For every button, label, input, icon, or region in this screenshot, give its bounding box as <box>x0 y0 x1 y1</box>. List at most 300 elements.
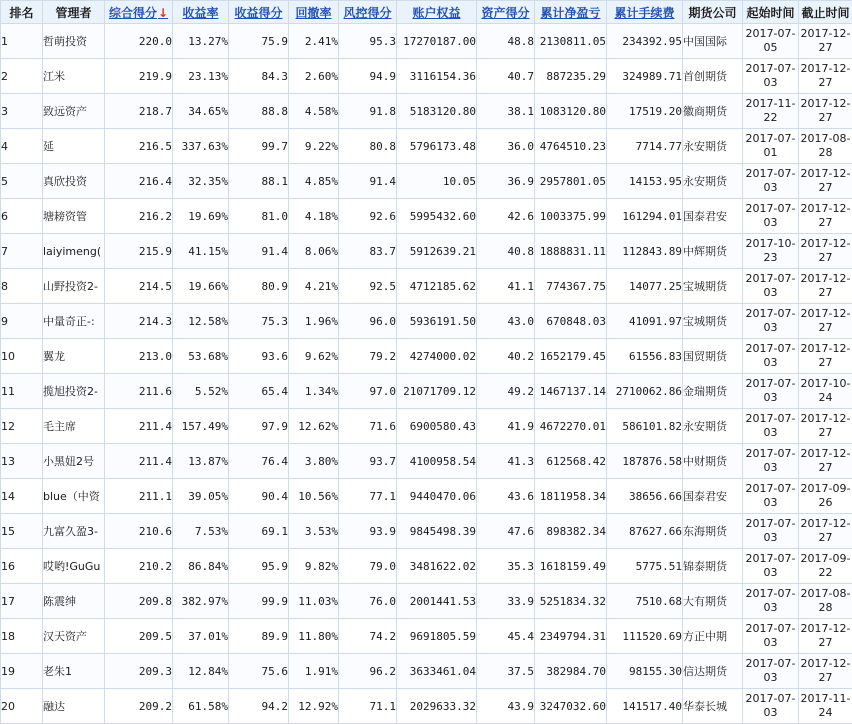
account-equity: 3633461.04 <box>397 654 477 689</box>
account-equity: 4100958.54 <box>397 444 477 479</box>
sort-desc-icon: ↓ <box>157 5 169 20</box>
header-return-score[interactable]: 收益得分 <box>229 1 289 24</box>
header-rank: 排名 <box>1 1 43 24</box>
risk-score: 71.6 <box>339 409 397 444</box>
end-date-day: 27 <box>818 181 833 194</box>
start-date-day: 03 <box>763 286 778 299</box>
table-row <box>1 59 852 94</box>
manager-name[interactable]: blue（中资 <box>43 479 105 514</box>
manager-name[interactable]: 真欣投资 <box>43 164 105 199</box>
rank-cell: 19 <box>1 654 43 689</box>
rank-cell: 9 <box>1 304 43 339</box>
drawdown-rate: 3.80% <box>289 444 339 479</box>
start-date-day: 03 <box>763 391 778 404</box>
net-pnl: 887235.29 <box>535 59 607 94</box>
asset-score: 40.7 <box>477 59 535 94</box>
risk-score: 93.7 <box>339 444 397 479</box>
fees: 41091.97 <box>607 304 683 339</box>
table-row <box>1 164 852 199</box>
risk-score: 71.1 <box>339 689 397 724</box>
rank-cell: 7 <box>1 234 43 269</box>
manager-name[interactable]: 塘耪资管 <box>43 199 105 234</box>
table-row <box>1 514 852 549</box>
end-date-year-month: 2017-12- <box>800 622 851 635</box>
start-date-day: 05 <box>763 41 778 54</box>
net-pnl: 898382.34 <box>535 514 607 549</box>
start-date-year-month: 2017-07- <box>745 517 796 530</box>
drawdown-rate: 4.85% <box>289 164 339 199</box>
start-date-year-month: 2017-07- <box>745 62 796 75</box>
manager-name[interactable]: 哲萌投资 <box>43 24 105 59</box>
end-date <box>799 199 852 234</box>
asset-score: 47.6 <box>477 514 535 549</box>
start-date <box>743 234 799 269</box>
header-equity[interactable]: 账户权益 <box>397 1 477 24</box>
start-date-day: 03 <box>763 706 778 719</box>
rank-cell: 1 <box>1 24 43 59</box>
end-date-day: 22 <box>818 566 833 579</box>
futures-company: 中财期货 <box>683 444 743 479</box>
end-date-year-month: 2017-12- <box>800 307 851 320</box>
return-rate: 5.52% <box>173 374 229 409</box>
end-date-year-month: 2017-12- <box>800 657 851 670</box>
end-date-day: 27 <box>818 426 833 439</box>
header-return-rate[interactable]: 收益率 <box>173 1 229 24</box>
return-rate: 37.01% <box>173 619 229 654</box>
account-equity: 5796173.48 <box>397 129 477 164</box>
start-date-day: 03 <box>763 636 778 649</box>
account-equity: 3116154.36 <box>397 59 477 94</box>
futures-company: 金瑞期货 <box>683 374 743 409</box>
end-date-day: 27 <box>818 531 833 544</box>
net-pnl: 4672270.01 <box>535 409 607 444</box>
net-pnl: 774367.75 <box>535 269 607 304</box>
account-equity: 9691805.59 <box>397 619 477 654</box>
header-row <box>1 1 852 24</box>
asset-score: 41.1 <box>477 269 535 304</box>
start-date-year-month: 2017-07- <box>745 482 796 495</box>
header-manager: 管理者 <box>43 1 105 24</box>
start-date-year-month: 2017-07- <box>745 202 796 215</box>
account-equity: 4712185.62 <box>397 269 477 304</box>
start-date <box>743 164 799 199</box>
return-rate: 19.66% <box>173 269 229 304</box>
end-date-year-month: 2017-12- <box>800 517 851 530</box>
return-rate: 53.68% <box>173 339 229 374</box>
return-score: 93.6 <box>229 339 289 374</box>
return-rate: 61.58% <box>173 689 229 724</box>
table-row <box>1 339 852 374</box>
header-asset-score[interactable]: 资产得分 <box>477 1 535 24</box>
fees: 5775.51 <box>607 549 683 584</box>
start-date <box>743 24 799 59</box>
net-pnl: 612568.42 <box>535 444 607 479</box>
return-score: 88.1 <box>229 164 289 199</box>
start-date-year-month: 2017-07- <box>745 552 796 565</box>
futures-company: 方正中期 <box>683 619 743 654</box>
end-date-day: 27 <box>818 356 833 369</box>
start-date <box>743 444 799 479</box>
header-company: 期货公司 <box>683 1 743 24</box>
account-equity: 21071709.12 <box>397 374 477 409</box>
risk-score: 92.6 <box>339 199 397 234</box>
rank-cell: 10 <box>1 339 43 374</box>
fees: 141517.40 <box>607 689 683 724</box>
return-rate: 34.65% <box>173 94 229 129</box>
return-rate: 19.69% <box>173 199 229 234</box>
end-date-year-month: 2017-10- <box>800 377 851 390</box>
header-net-pnl[interactable]: 累计净盈亏 <box>535 1 607 24</box>
start-date-year-month: 2017-07- <box>745 307 796 320</box>
rank-cell: 17 <box>1 584 43 619</box>
return-rate: 13.27% <box>173 24 229 59</box>
end-date-year-month: 2017-12- <box>800 167 851 180</box>
futures-company: 大有期货 <box>683 584 743 619</box>
fees: 17519.20 <box>607 94 683 129</box>
drawdown-rate: 1.91% <box>289 654 339 689</box>
total-score: 216.4 <box>105 164 173 199</box>
net-pnl: 1003375.99 <box>535 199 607 234</box>
return-score: 75.3 <box>229 304 289 339</box>
return-rate: 157.49% <box>173 409 229 444</box>
end-date <box>799 339 852 374</box>
return-rate: 41.15% <box>173 234 229 269</box>
end-date <box>799 619 852 654</box>
risk-score: 92.5 <box>339 269 397 304</box>
start-date-day: 01 <box>763 146 778 159</box>
return-score: 94.2 <box>229 689 289 724</box>
start-date-day: 03 <box>763 566 778 579</box>
risk-score: 93.9 <box>339 514 397 549</box>
drawdown-rate: 11.80% <box>289 619 339 654</box>
account-equity: 3481622.02 <box>397 549 477 584</box>
manager-name[interactable]: 九富久盈3- <box>43 514 105 549</box>
futures-company: 国贸期货 <box>683 339 743 374</box>
total-score: 210.6 <box>105 514 173 549</box>
net-pnl: 3247032.60 <box>535 689 607 724</box>
start-date-year-month: 2017-07- <box>745 27 796 40</box>
net-pnl: 5251834.32 <box>535 584 607 619</box>
table-row <box>1 234 852 269</box>
asset-score: 41.9 <box>477 409 535 444</box>
end-date-year-month: 2017-12- <box>800 272 851 285</box>
return-rate: 337.63% <box>173 129 229 164</box>
return-score: 90.4 <box>229 479 289 514</box>
risk-score: 76.0 <box>339 584 397 619</box>
futures-company: 华泰长城 <box>683 689 743 724</box>
manager-name[interactable]: 小黑妞2号 <box>43 444 105 479</box>
drawdown-rate: 9.22% <box>289 129 339 164</box>
drawdown-rate: 11.03% <box>289 584 339 619</box>
account-equity: 2029633.32 <box>397 689 477 724</box>
fees: 112843.89 <box>607 234 683 269</box>
return-score: 99.9 <box>229 584 289 619</box>
net-pnl: 1467137.14 <box>535 374 607 409</box>
end-date <box>799 234 852 269</box>
start-date <box>743 304 799 339</box>
net-pnl: 1652179.45 <box>535 339 607 374</box>
total-score: 214.5 <box>105 269 173 304</box>
end-date-day: 27 <box>818 636 833 649</box>
start-date-year-month: 2017-07- <box>745 447 796 460</box>
manager-name[interactable]: 汉天资产 <box>43 619 105 654</box>
asset-score: 43.9 <box>477 689 535 724</box>
end-date-year-month: 2017-12- <box>800 97 851 110</box>
end-date-day: 27 <box>818 76 833 89</box>
fees: 324989.71 <box>607 59 683 94</box>
total-score: 209.8 <box>105 584 173 619</box>
manager-name[interactable]: 山野投资2- <box>43 269 105 304</box>
net-pnl: 1083120.80 <box>535 94 607 129</box>
manager-name[interactable]: 翼龙 <box>43 339 105 374</box>
account-equity: 6900580.43 <box>397 409 477 444</box>
start-date-day: 03 <box>763 426 778 439</box>
start-date-day: 03 <box>763 321 778 334</box>
return-rate: 32.35% <box>173 164 229 199</box>
drawdown-rate: 1.34% <box>289 374 339 409</box>
net-pnl: 382984.70 <box>535 654 607 689</box>
fees: 38656.66 <box>607 479 683 514</box>
total-score: 213.0 <box>105 339 173 374</box>
start-date-year-month: 2017-07- <box>745 132 796 145</box>
table-row <box>1 94 852 129</box>
end-date-year-month: 2017-12- <box>800 342 851 355</box>
total-score: 219.9 <box>105 59 173 94</box>
return-rate: 86.84% <box>173 549 229 584</box>
manager-name[interactable]: laiyimeng( <box>43 234 105 269</box>
start-date-day: 23 <box>763 251 778 264</box>
table-row <box>1 479 852 514</box>
end-date-day: 26 <box>818 496 833 509</box>
start-date-year-month: 2017-07- <box>745 377 796 390</box>
end-date-day: 24 <box>818 391 833 404</box>
total-score: 211.4 <box>105 409 173 444</box>
manager-name[interactable]: 哎哟!GuGu <box>43 549 105 584</box>
start-date-year-month: 2017-07- <box>745 342 796 355</box>
return-score: 97.9 <box>229 409 289 444</box>
end-date <box>799 164 852 199</box>
fees: 7510.68 <box>607 584 683 619</box>
header-risk-score[interactable]: 风控得分 <box>339 1 397 24</box>
rank-cell: 11 <box>1 374 43 409</box>
rank-cell: 4 <box>1 129 43 164</box>
table-row <box>1 199 852 234</box>
manager-name[interactable]: 中量奇正-: <box>43 304 105 339</box>
fees: 111520.69 <box>607 619 683 654</box>
account-equity: 9440470.06 <box>397 479 477 514</box>
table-row <box>1 374 852 409</box>
asset-score: 43.0 <box>477 304 535 339</box>
return-score: 75.9 <box>229 24 289 59</box>
end-date-year-month: 2017-12- <box>800 27 851 40</box>
account-equity: 17270187.00 <box>397 24 477 59</box>
risk-score: 91.4 <box>339 164 397 199</box>
manager-name[interactable]: 融达 <box>43 689 105 724</box>
table-row <box>1 689 852 724</box>
start-date-day: 03 <box>763 356 778 369</box>
futures-company: 国泰君安 <box>683 199 743 234</box>
account-equity: 5936191.50 <box>397 304 477 339</box>
end-date-day: 27 <box>818 671 833 684</box>
net-pnl: 1618159.49 <box>535 549 607 584</box>
drawdown-rate: 2.60% <box>289 59 339 94</box>
total-score: 220.0 <box>105 24 173 59</box>
end-date-year-month: 2017-11- <box>800 692 851 705</box>
end-date-year-month: 2017-09- <box>800 552 851 565</box>
account-equity: 4274000.02 <box>397 339 477 374</box>
return-rate: 382.97% <box>173 584 229 619</box>
total-score: 210.2 <box>105 549 173 584</box>
asset-score: 40.2 <box>477 339 535 374</box>
fees: 98155.30 <box>607 654 683 689</box>
risk-score: 97.0 <box>339 374 397 409</box>
start-date <box>743 59 799 94</box>
return-score: 81.0 <box>229 199 289 234</box>
rank-cell: 6 <box>1 199 43 234</box>
asset-score: 36.9 <box>477 164 535 199</box>
manager-name[interactable]: 毛主席 <box>43 409 105 444</box>
risk-score: 96.2 <box>339 654 397 689</box>
manager-name[interactable]: 致远资产 <box>43 94 105 129</box>
fees: 14153.95 <box>607 164 683 199</box>
manager-name[interactable]: 揽旭投资2- <box>43 374 105 409</box>
account-equity: 5183120.80 <box>397 94 477 129</box>
total-score: 211.1 <box>105 479 173 514</box>
net-pnl: 2957801.05 <box>535 164 607 199</box>
risk-score: 80.8 <box>339 129 397 164</box>
end-date <box>799 269 852 304</box>
drawdown-rate: 3.53% <box>289 514 339 549</box>
start-date <box>743 199 799 234</box>
manager-name[interactable]: 延 <box>43 129 105 164</box>
table-row <box>1 549 852 584</box>
start-date <box>743 479 799 514</box>
return-rate: 13.87% <box>173 444 229 479</box>
return-score: 69.1 <box>229 514 289 549</box>
end-date <box>799 374 852 409</box>
end-date-day: 27 <box>818 251 833 264</box>
futures-company: 中国国际 <box>683 24 743 59</box>
drawdown-rate: 9.82% <box>289 549 339 584</box>
total-score: 209.3 <box>105 654 173 689</box>
futures-company: 徽商期货 <box>683 94 743 129</box>
return-score: 80.9 <box>229 269 289 304</box>
total-score: 209.5 <box>105 619 173 654</box>
total-score: 214.3 <box>105 304 173 339</box>
rank-cell: 20 <box>1 689 43 724</box>
account-equity: 2001441.53 <box>397 584 477 619</box>
table-row <box>1 444 852 479</box>
header-total-score[interactable] <box>105 1 173 24</box>
asset-score: 33.9 <box>477 584 535 619</box>
manager-name[interactable]: 江米 <box>43 59 105 94</box>
total-score: 211.4 <box>105 444 173 479</box>
return-score: 76.4 <box>229 444 289 479</box>
start-date <box>743 269 799 304</box>
start-date-day: 22 <box>763 111 778 124</box>
manager-name[interactable]: 老朱1 <box>43 654 105 689</box>
start-date <box>743 584 799 619</box>
futures-company: 信达期货 <box>683 654 743 689</box>
start-date <box>743 689 799 724</box>
asset-score: 35.3 <box>477 549 535 584</box>
return-score: 99.7 <box>229 129 289 164</box>
net-pnl: 4764510.23 <box>535 129 607 164</box>
header-fees[interactable]: 累计手续费 <box>607 1 683 24</box>
header-drawdown[interactable]: 回撤率 <box>289 1 339 24</box>
return-score: 75.6 <box>229 654 289 689</box>
start-date-year-month: 2017-07- <box>745 587 796 600</box>
return-score: 65.4 <box>229 374 289 409</box>
account-equity: 5912639.21 <box>397 234 477 269</box>
end-date-day: 24 <box>818 706 833 719</box>
rank-cell: 3 <box>1 94 43 129</box>
net-pnl: 2130811.05 <box>535 24 607 59</box>
start-date <box>743 129 799 164</box>
futures-company: 中辉期货 <box>683 234 743 269</box>
start-date-day: 03 <box>763 216 778 229</box>
account-equity: 5995432.60 <box>397 199 477 234</box>
header-start-date: 起始时间 <box>743 1 799 24</box>
total-score: 215.9 <box>105 234 173 269</box>
start-date-day: 03 <box>763 601 778 614</box>
end-date-day: 27 <box>818 461 833 474</box>
risk-score: 91.8 <box>339 94 397 129</box>
futures-company: 国泰君安 <box>683 479 743 514</box>
drawdown-rate: 10.56% <box>289 479 339 514</box>
risk-score: 94.9 <box>339 59 397 94</box>
total-score: 211.6 <box>105 374 173 409</box>
asset-score: 49.2 <box>477 374 535 409</box>
end-date <box>799 94 852 129</box>
risk-score: 83.7 <box>339 234 397 269</box>
risk-score: 77.1 <box>339 479 397 514</box>
manager-name[interactable]: 陈震绅 <box>43 584 105 619</box>
asset-score: 37.5 <box>477 654 535 689</box>
start-date-year-month: 2017-10- <box>745 237 796 250</box>
end-date-year-month: 2017-12- <box>800 237 851 250</box>
start-date <box>743 94 799 129</box>
fees: 2710062.86 <box>607 374 683 409</box>
return-rate: 12.58% <box>173 304 229 339</box>
end-date <box>799 444 852 479</box>
futures-company: 永安期货 <box>683 129 743 164</box>
start-date <box>743 654 799 689</box>
start-date <box>743 619 799 654</box>
end-date <box>799 409 852 444</box>
start-date-year-month: 2017-07- <box>745 412 796 425</box>
risk-score: 79.0 <box>339 549 397 584</box>
end-date-year-month: 2017-09- <box>800 482 851 495</box>
total-score: 209.2 <box>105 689 173 724</box>
start-date-year-month: 2017-07- <box>745 692 796 705</box>
rank-cell: 8 <box>1 269 43 304</box>
return-rate: 39.05% <box>173 479 229 514</box>
start-date-year-month: 2017-11- <box>745 97 796 110</box>
risk-score: 95.3 <box>339 24 397 59</box>
return-rate: 23.13% <box>173 59 229 94</box>
asset-score: 38.1 <box>477 94 535 129</box>
asset-score: 41.3 <box>477 444 535 479</box>
asset-score: 42.6 <box>477 199 535 234</box>
drawdown-rate: 12.62% <box>289 409 339 444</box>
end-date-year-month: 2017-12- <box>800 447 851 460</box>
table-row <box>1 129 852 164</box>
end-date <box>799 689 852 724</box>
risk-score: 79.2 <box>339 339 397 374</box>
end-date-day: 28 <box>818 146 833 159</box>
end-date <box>799 304 852 339</box>
